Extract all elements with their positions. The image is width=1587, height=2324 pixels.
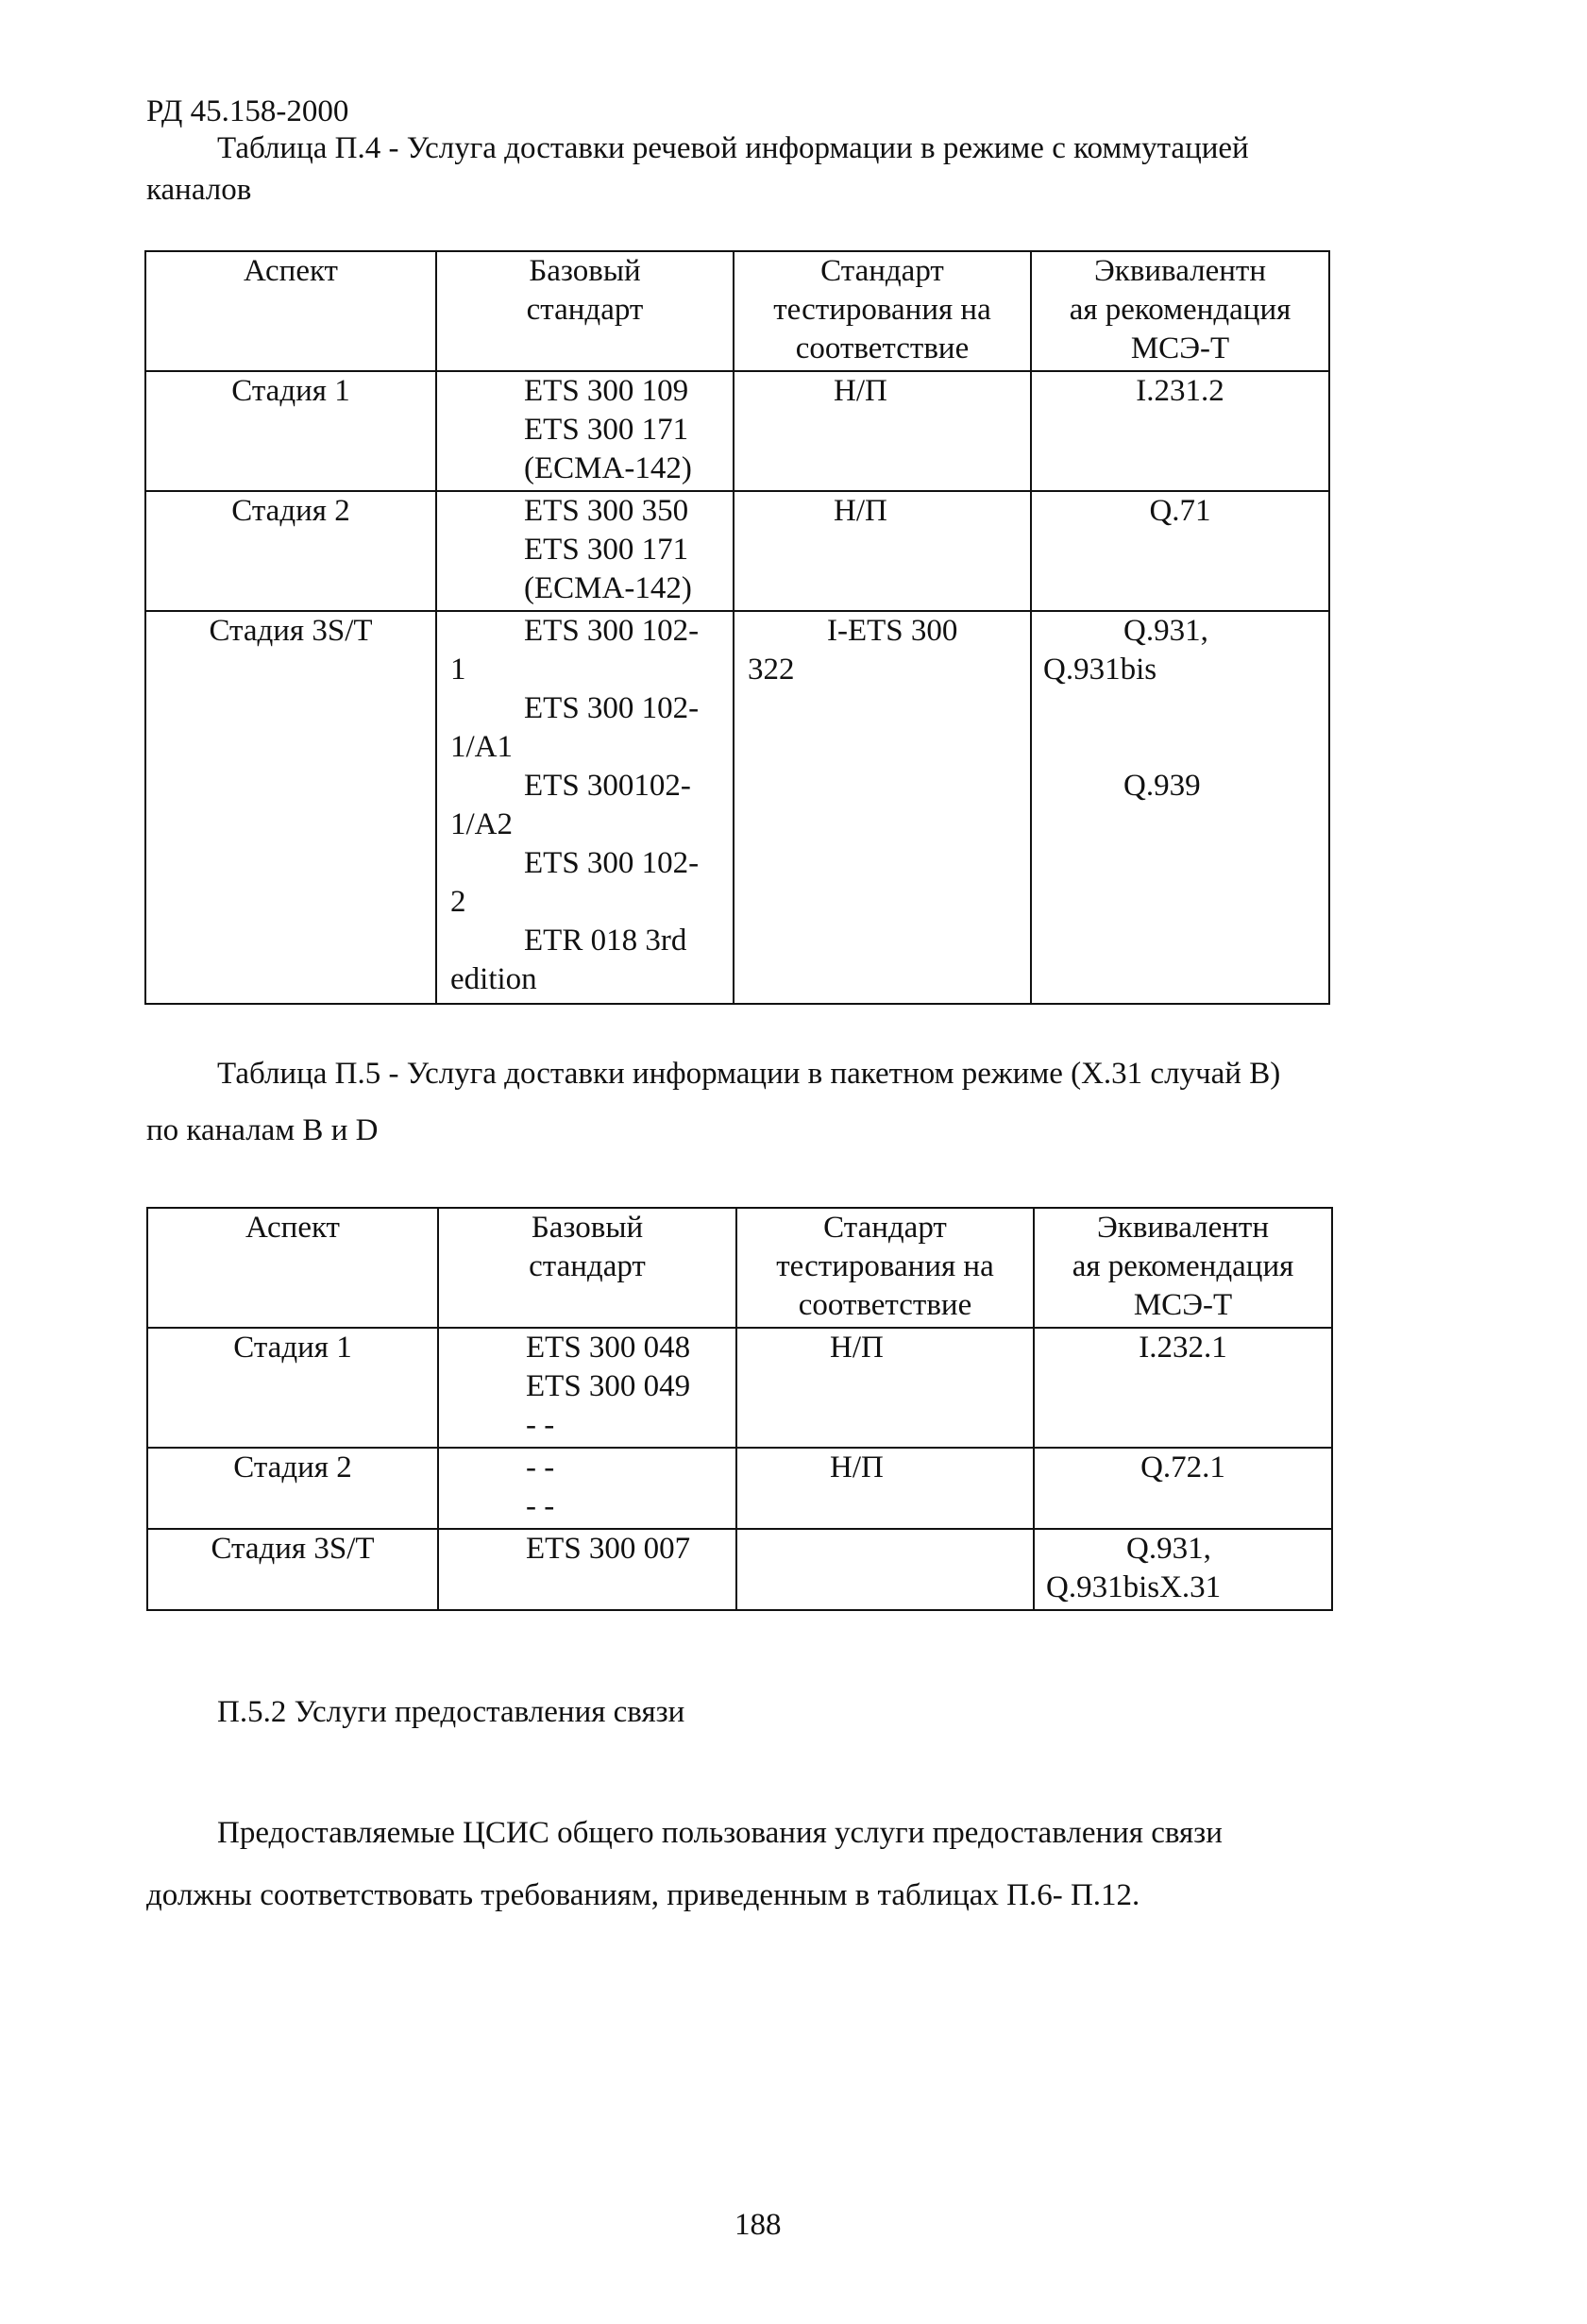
table4-caption-line1: Таблица П.4 - Услуга доставки речевой информации в режиме с коммутацией	[217, 131, 1249, 165]
table5-header-itu-recommendation: Эквивалентн ая рекомендация МСЭ-Т	[1034, 1208, 1332, 1328]
table4-header-itu-recommendation: Эквивалентн ая рекомендация МСЭ-Т	[1031, 251, 1329, 371]
table4-header-aspect: Аспект	[145, 251, 436, 371]
table-row	[147, 1448, 1332, 1529]
table5-header-base-standard: Базовый стандарт	[438, 1208, 736, 1328]
table-row	[145, 371, 1329, 491]
paragraph-line1: Предоставляемые ЦСИС общего пользования услуги предоставления связи	[217, 1816, 1223, 1850]
table5-row3-rec: Q.931, Q.931bisX.31	[1034, 1529, 1332, 1610]
table5-row2-test: Н/П	[736, 1448, 1034, 1529]
table4-row1-base: ETS 300 109 ETS 300 171 (ECMA-142)	[436, 371, 734, 491]
table4-row2-rec: Q.71	[1031, 491, 1329, 611]
table-row	[145, 491, 1329, 611]
table5-row1-base: ETS 300 048 ETS 300 049 - -	[438, 1328, 736, 1448]
table4	[144, 250, 1330, 1005]
table5-header-aspect: Аспект	[147, 1208, 438, 1328]
table-row	[145, 611, 1329, 1004]
table5-row2-base: - - - -	[438, 1448, 736, 1529]
table5-row2-rec: Q.72.1	[1034, 1448, 1332, 1529]
table5-row1-aspect: Стадия 1	[147, 1328, 438, 1448]
table4-row3-base: ETS 300 102- 1 ETS 300 102- 1/A1 ETS 300102- 1/A2 ETS 300 102- 2 ETR 018 3rd edition	[436, 611, 734, 1004]
table4-row2-aspect: Стадия 2	[145, 491, 436, 611]
table-row	[147, 1328, 1332, 1448]
table5-row3-aspect: Стадия 3S/T	[147, 1529, 438, 1610]
table5-caption-line2: по каналам B и D	[146, 1113, 379, 1147]
table4-header-conformance-test: Стандарт тестирования на соответствие	[734, 251, 1031, 371]
table4-header-row	[145, 251, 1329, 371]
table4-caption-line2: каналов	[146, 173, 252, 207]
table4-header-base-standard: Базовый стандарт	[436, 251, 734, 371]
table4-row3-test: I-ETS 300 322	[734, 611, 1031, 1004]
document-code: РД 45.158-2000	[146, 94, 349, 128]
table4-row3-rec: Q.931, Q.931bis Q.939	[1031, 611, 1329, 1004]
table5-caption-line1: Таблица П.5 - Услуга доставки информации в пакетном режиме (X.31 случай B)	[217, 1057, 1281, 1091]
table5-row2-aspect: Стадия 2	[147, 1448, 438, 1529]
table5-row1-test: Н/П	[736, 1328, 1034, 1448]
table4-row1-aspect: Стадия 1	[145, 371, 436, 491]
section-heading: П.5.2 Услуги предоставления связи	[217, 1695, 685, 1729]
table4-row3-aspect: Стадия 3S/T	[145, 611, 436, 1004]
page-number: 188	[734, 2208, 782, 2242]
table5	[146, 1207, 1333, 1611]
table5-header-conformance-test: Стандарт тестирования на соответствие	[736, 1208, 1034, 1328]
table4-row1-rec: I.231.2	[1031, 371, 1329, 491]
table5-row3-test	[736, 1529, 1034, 1610]
table5-header-row	[147, 1208, 1332, 1328]
paragraph-line2: должны соответствовать требованиям, приведенным в таблицах П.6- П.12.	[146, 1878, 1140, 1912]
table-row	[147, 1529, 1332, 1610]
table5-row1-rec: I.232.1	[1034, 1328, 1332, 1448]
table5-row3-base: ETS 300 007	[438, 1529, 736, 1610]
table4-row2-base: ETS 300 350 ETS 300 171 (ECMA-142)	[436, 491, 734, 611]
table4-row2-test: Н/П	[734, 491, 1031, 611]
table4-row1-test: Н/П	[734, 371, 1031, 491]
